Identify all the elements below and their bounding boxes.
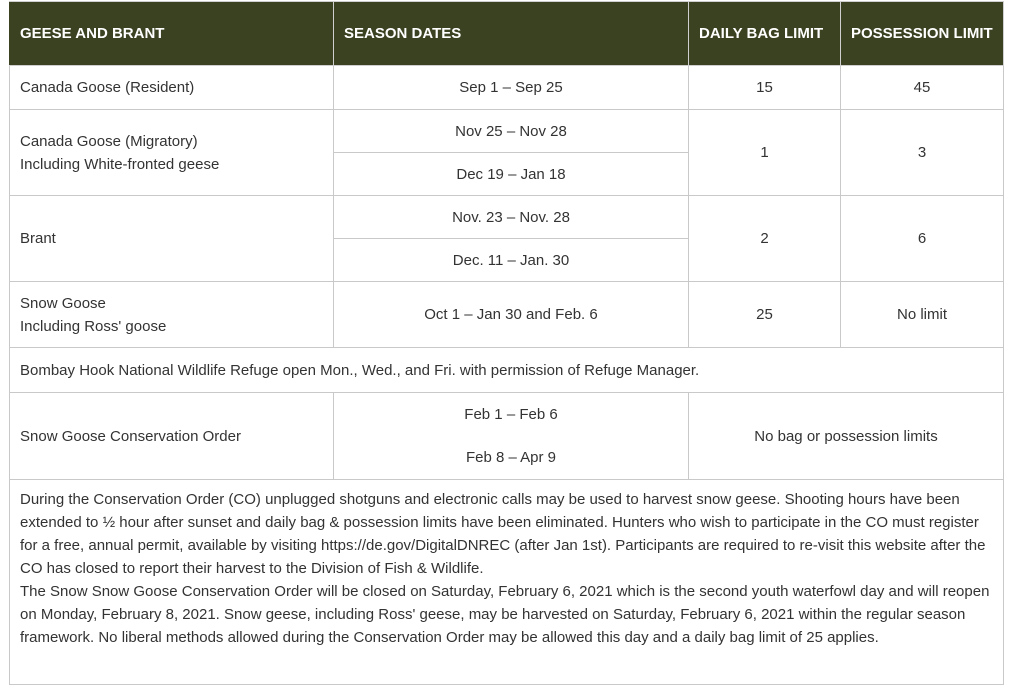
header-season-dates: SEASON DATES	[334, 2, 689, 66]
daily-bag-cell: 15	[689, 66, 841, 110]
species-line: Snow Goose	[20, 294, 106, 312]
limits-cell: No bag or possession limits	[689, 393, 1004, 480]
possession-cell: No limit	[841, 282, 1004, 348]
daily-bag-cell: 2	[689, 196, 841, 282]
season-dates-cell: Dec 19 – Jan 18	[334, 153, 689, 196]
table-row	[10, 348, 1004, 393]
refuge-note-cell: Bombay Hook National Wildlife Refuge open Mon., Wed., and Fri. with permission of Refuge Manager.	[10, 348, 1004, 393]
table-row	[10, 393, 1004, 437]
table-row	[10, 480, 1004, 685]
conservation-order-footnote	[10, 480, 1004, 685]
season-dates-cell: Feb 1 – Feb 6	[334, 393, 689, 437]
season-dates-cell: Sep 1 – Sep 25	[334, 66, 689, 110]
daily-bag-cell: 25	[689, 282, 841, 348]
species-cell	[10, 282, 334, 348]
species-cell	[10, 110, 334, 196]
species-cell: Canada Goose (Resident)	[10, 66, 334, 110]
table-row	[10, 282, 1004, 348]
species-line: Canada Goose (Migratory)	[20, 132, 198, 150]
table-row	[10, 66, 1004, 110]
table-row	[10, 110, 1004, 153]
possession-cell: 6	[841, 196, 1004, 282]
species-cell: Snow Goose Conservation Order	[10, 393, 334, 480]
species-line: Including White-fronted geese	[20, 155, 220, 173]
season-dates-cell: Nov. 23 – Nov. 28	[334, 196, 689, 239]
geese-brant-season-table	[9, 1, 1004, 685]
header-species: GEESE AND BRANT	[10, 2, 334, 66]
species-cell: Brant	[10, 196, 334, 282]
footnote-paragraph: The Snow Snow Goose Conservation Order will be closed on Saturday, February 6, 2021 which is the second youth waterfowl day and will reopen on Monday, February 8, 2021. Snow geese, including Ross' geese, may be harvested on Saturday, February 6, 2021 within the regular season framework. No liberal methods allowed during the Conservation Order may be allowed this day and a daily bag limit of 25 applies.	[20, 583, 990, 646]
season-dates-cell: Dec. 11 – Jan. 30	[334, 239, 689, 282]
footnote-paragraph: During the Conservation Order (CO) unplugged shotguns and electronic calls may be used to harvest snow geese. Shooting hours have been extended to ½ hour after sunset and daily bag & possession limits have been eliminated. Hunters who wish to participate in the CO must register for a free, annual permit, available by visiting https://de.gov/DigitalDNREC (after Jan 1st). Participants are required to re-visit this website after the CO has closed to report their harvest to the Division of Fish & Wildlife.	[20, 491, 986, 577]
possession-cell: 3	[841, 110, 1004, 196]
season-dates-cell: Feb 8 – Apr 9	[334, 436, 689, 480]
possession-cell: 45	[841, 66, 1004, 110]
table-header-row	[10, 2, 1004, 66]
season-dates-cell: Nov 25 – Nov 28	[334, 110, 689, 153]
season-dates-cell: Oct 1 – Jan 30 and Feb. 6	[334, 282, 689, 348]
header-possession-limit: POSSESSION LIMIT	[841, 2, 1004, 66]
table-row	[10, 196, 1004, 239]
header-daily-bag-limit: DAILY BAG LIMIT	[689, 2, 841, 66]
species-line: Including Ross' goose	[20, 317, 167, 335]
daily-bag-cell: 1	[689, 110, 841, 196]
